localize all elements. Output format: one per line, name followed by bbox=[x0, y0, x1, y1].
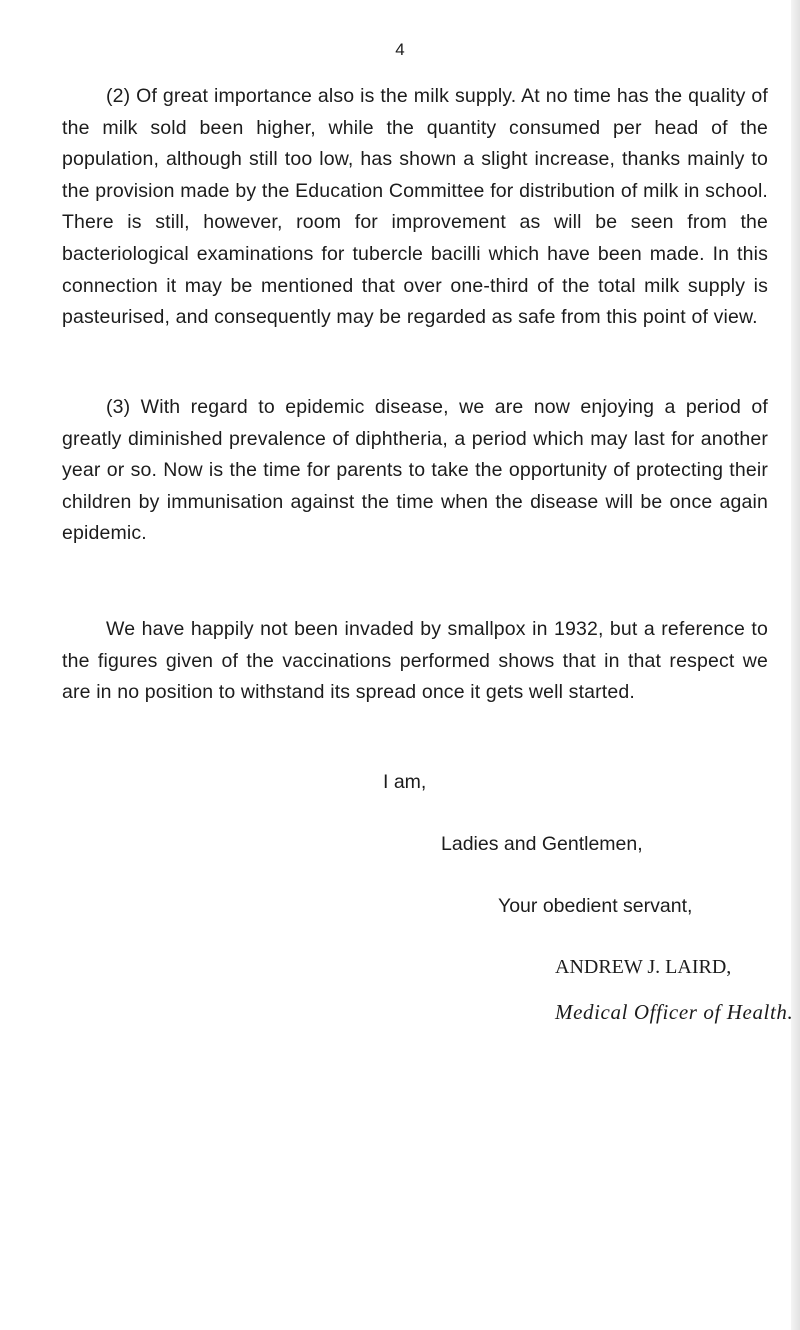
paragraph-smallpox-text: We have happily not been invaded by smallpox in 1932, but a reference to the figures given of the vaccinations performed shows that in that respect we are in no position to withstand its spread once it gets well started. bbox=[62, 618, 768, 704]
paragraph-epidemic-disease bbox=[62, 392, 768, 550]
signatory-title: Medical Officer of Health. bbox=[555, 1000, 794, 1024]
paragraph-milk-supply-text: (2) Of great importance also is the milk supply. At no time has the quality of the milk sold been higher, while the quantity consumed per head of the population, although still too low, has shown a slight increase, thanks mainly to the provision made by the Education Committee for distribution of milk in school. There is still, however, room for improvement as will be seen from the bacteriological examinations for tubercle bacilli which have been made. In this connection it may be mentioned that over one-third of the total milk supply is pasteurised, and consequently may be regarded as safe from this point of view. bbox=[62, 85, 768, 329]
page-number: 4 bbox=[395, 40, 405, 59]
signatory-name: ANDREW J. LAIRD, bbox=[555, 956, 732, 978]
paragraph-milk-supply bbox=[62, 81, 768, 334]
paragraph-smallpox bbox=[62, 614, 768, 709]
page-edge-shadow bbox=[791, 0, 800, 1330]
paragraph-epidemic-disease-text: (3) With regard to epidemic disease, we are now enjoying a period of greatly diminished prevalence of diphtheria, a period which may last for another year or so. Now is the time for parents to take the opportunity of protecting their children by immunisation against the time when the disease will be once again epidemic. bbox=[62, 396, 768, 545]
closing-opening: I am, bbox=[383, 771, 427, 793]
closing-salutation: Ladies and Gentlemen, bbox=[441, 833, 643, 855]
closing-valediction: Your obedient servant, bbox=[498, 895, 693, 917]
